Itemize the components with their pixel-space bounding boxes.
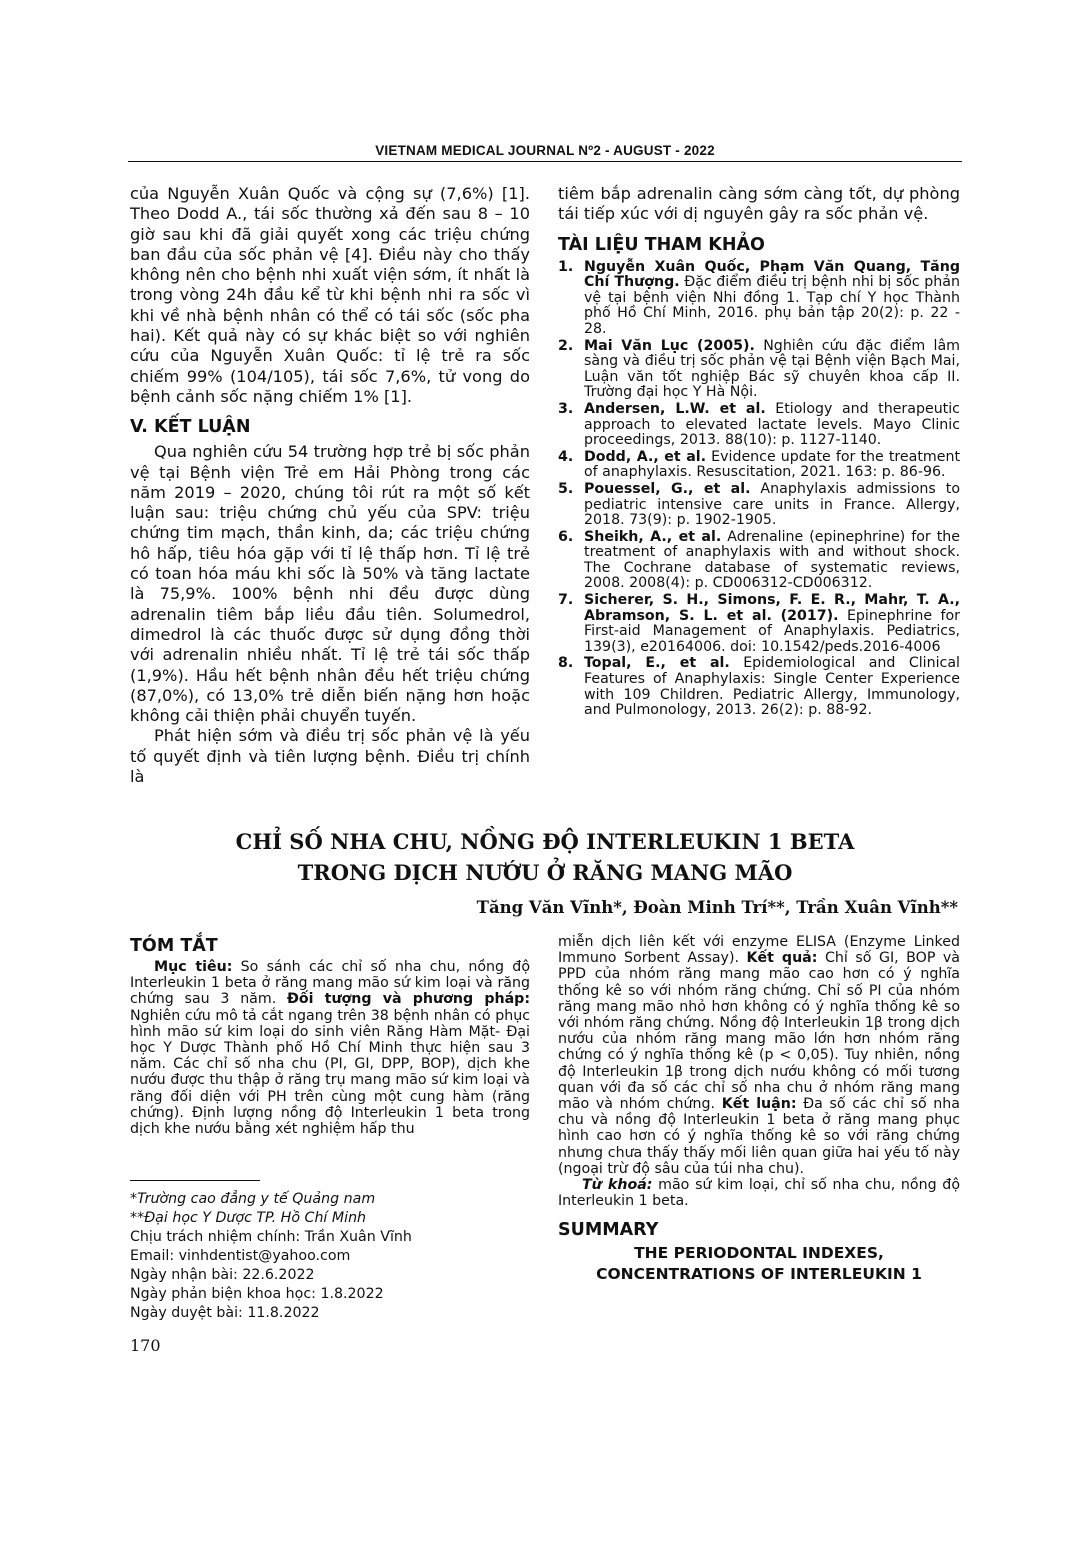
reference-text: Anaphylaxis admissions to pediatric intensive care units in France. Allergy, 2018. 73(9): p. 1902-1905. [584, 480, 960, 529]
affiliation-1: *Trường cao đẳng y tế Quảng nam [130, 1191, 376, 1207]
abstract-continuation [558, 934, 960, 1177]
article-title [130, 826, 960, 888]
summary-title-line-1: THE PERIODONTAL INDEXES, [634, 1244, 884, 1263]
left-column-bottom [130, 934, 530, 1137]
footnote-rule [130, 1180, 260, 1181]
right-column-top [558, 184, 960, 720]
reference-authors: Sicherer, S. H., Simons, F. E. R., Mahr, T. A., Abramson, S. L. et al. (2017). [584, 592, 960, 624]
date-accepted: Ngày duyệt bài: 11.8.2022 [130, 1305, 320, 1321]
reference-text: Evidence update for the treatment of anaphylaxis. Resuscitation, 2021. 163: p. 86-96. [584, 448, 961, 481]
results-label: Kết quả: [746, 950, 818, 967]
article-authors: Tăng Văn Vĩnh*, Đoàn Minh Trí**, Trần Xuân Vĩnh** [476, 898, 958, 917]
corresponding-author: Chịu trách nhiệm chính: Trần Xuân Vĩnh [130, 1229, 412, 1245]
reference-number: 7. [558, 592, 574, 609]
objective-text: So sánh các chỉ số nha chu, nồng độ Interleukin 1 beta ở răng mang mão sứ kim loại và răng chứng sau 3 năm. [130, 959, 530, 1008]
discussion-paragraph: của Nguyễn Xuân Quốc và cộng sự (7,6%) [1]. Theo Dodd A., tái sốc thường xả đến sau 8 – 10 giờ sau khi đã giải quyết xong các triệu chứng ban đầu của sốc phản vệ [4]. Điều này cho thấy không nên cho bệnh nhi xuất viện sớm, ít nhất là trong vòng 24h đầu kể từ khi bệnh nhi ra sốc vì khi về nhà bệnh nhân có thể có tái sốc (sốc pha hai). Kết quả này có sự khác biệt so với nghiên cứu của Nguyễn Xuân Quốc: tỉ lệ trẻ ra sốc chiếm 99% (104/105), tái sốc 7,6%, tử vong do bệnh cảnh sốc nặng chiếm 1% [1]. [130, 184, 530, 406]
right-column-bottom [558, 934, 960, 1285]
reference-item [558, 450, 960, 481]
date-received: Ngày nhận bài: 22.6.2022 [130, 1267, 315, 1283]
reference-text: Nghiên cứu đặc điểm lâm sàng và điều trị sốc phản vệ tại Bệnh viện Bạch Mai, Luận văn tốt nghiệp Bác sỹ chuyên khoa cấp II. Trường đại học Y Hà Nội. [584, 337, 960, 401]
reference-number: 5. [558, 480, 574, 497]
footnotes [130, 1190, 530, 1323]
results-text: Chỉ số GI, BOP và PPD của nhóm răng mang mão cao hơn có ý nghĩa thống kê so với nhóm răng chứng. Chỉ số PI của nhóm răng mang mão nhỏ hơn không có ý nghĩa thống kê so với nhóm răng chứng. Nồng độ Interleukin 1β trong dịch nướu của nhóm răng mang mão lớn hơn nhóm răng chứng có ý nghĩa thống kê (p < 0,05). Tuy nhiên, nồng độ Interleukin 1β trong dịch nướu không có mối tương quan với đa số các chỉ số nha chu ở nhóm răng mang mão và nhóm chứng. [558, 950, 961, 1113]
reference-item [558, 482, 960, 529]
reference-item [558, 402, 960, 449]
reference-number: 6. [558, 528, 574, 545]
abstract-conclusion-text: Đa số các chỉ số nha chu và nồng độ Interleukin 1 beta ở răng mang phục hình cao hơn có ý nghĩa thống kê so với răng chứng nhưng chưa thấy thấy mối liên quan giữa hai yếu tố này (ngoại trừ độ sâu của túi nha chu). [558, 1096, 960, 1177]
reference-authors: Dodd, A., et al. [584, 448, 707, 465]
conclusion-paragraph-1: Qua nghiên cứu 54 trường hợp trẻ bị sốc phản vệ tại Bệnh viện Trẻ em Hải Phòng trong các năm 2019 – 2020, chúng tôi rút ra một số kết luận sau: triệu chứng chủ yếu của SPV: triệu chứng tim mạch, thần kinh, da; các triệu chứng hô hấp, tiêu hóa gặp với tỉ lệ thấp hơn. Tỉ lệ trẻ có toan hóa máu khi sốc là 50% và tăng lactate là 75,9%. 100% bệnh nhi đều được dùng adrenalin tiêm bắp liều đầu tiên. Solumedrol, dimedrol là các thuốc được sử dụng đồng thời với adrenalin nhiều nhất. Tỉ lệ trẻ tái sốc thấp (1,9%). Hầu hết bệnh nhân đều hết triệu chứng (87,0%), có 13,0% trẻ diễn biến nặng hơn hoặc không cải thiện phải chuyển tuyến. [130, 442, 530, 726]
reference-number: 2. [558, 337, 574, 354]
summary-heading: SUMMARY [558, 1220, 659, 1241]
affiliation-2: **Đại học Y Dược TP. Hồ Chí Minh [130, 1210, 367, 1226]
reference-number: 1. [558, 258, 574, 275]
reference-number: 3. [558, 400, 574, 417]
page-number: 170 [130, 1336, 161, 1355]
conclusion-paragraph-2: Phát hiện sớm và điều trị sốc phản vệ là yếu tố quyết định và tiên lượng bệnh. Điều trị chính là [130, 726, 530, 787]
reference-list [558, 260, 960, 719]
reference-text: Adrenaline (epinephrine) for the treatment of anaphylaxis with and without shock. The Cochrane database of systematic reviews, 2008. 2008(4): p. CD006312-CD006312. [584, 528, 960, 592]
reference-item [558, 339, 960, 401]
references-heading: TÀI LIỆU THAM KHẢO [558, 234, 765, 255]
header-rule [128, 161, 962, 162]
reference-item [558, 593, 960, 655]
left-column-top [130, 184, 530, 787]
reference-item [558, 530, 960, 592]
reference-text: Đặc điểm điều trị bệnh nhi bị sốc phản vệ tại bệnh viện Nhi đồng 1. Tạp chí Y học Thành phố Hồ Chí Minh, 2016. phụ bản tập 20(2): p. 22 - 28. [584, 274, 960, 337]
methods-text-continued: miễn dịch liên kết với enzyme ELISA (Enzyme Linked Immuno Sorbent Assay). [558, 934, 960, 967]
objective-label: Mục tiêu: [154, 959, 233, 975]
article-title-line-2: TRONG DỊCH NƯỚU Ở RĂNG MANG MÃO [297, 860, 793, 885]
abstract-heading: TÓM TẮT [130, 936, 218, 956]
abstract-paragraph [130, 959, 530, 1137]
keywords-label: Từ khoá: [582, 1177, 653, 1194]
methods-label: Đối tượng và phương pháp: [286, 991, 530, 1008]
reference-authors: Topal, E., et al. [584, 655, 730, 672]
reference-text: Epinephrine for First-aid Management of Anaphylaxis. Pediatrics, 139(3), e20164006. doi: 10.1542/peds.2016-4006 [584, 607, 961, 655]
reference-item [558, 260, 960, 338]
date-reviewed: Ngày phản biện khoa học: 1.8.2022 [130, 1286, 384, 1302]
keywords-text: mão sứ kim loại, chỉ số nha chu, nồng độ Interleukin 1 beta. [558, 1177, 960, 1210]
author-email: Email: vinhdentist@yahoo.com [130, 1248, 351, 1264]
reference-authors: Andersen, L.W. et al. [584, 400, 766, 417]
reference-number: 4. [558, 448, 574, 465]
reference-authors: Pouessel, G., et al. [584, 480, 751, 497]
reference-authors: Nguyễn Xuân Quốc, Phạm Văn Quang, Tăng Chí Thượng. [584, 258, 960, 291]
journal-header: VIETNAM MEDICAL JOURNAL Nº2 - AUGUST - 2022 [375, 143, 715, 158]
keywords [558, 1177, 960, 1209]
reference-text: Etiology and therapeutic approach to elevated lactate levels. Mayo Clinic proceedings, 2013. 88(10): p. 1127-1140. [584, 400, 960, 449]
reference-authors: Sheikh, A., et al. [584, 528, 722, 545]
conclusion-heading: V. KẾT LUẬN [130, 417, 251, 438]
reference-authors: Mai Văn Lục (2005). [584, 337, 755, 354]
methods-text: Nghiên cứu mô tả cắt ngang trên 38 bệnh nhân có phục hình mão sứ kim loại do sinh viên Răng Hàm Mặt- Đại học Y Dược Thành phố Hồ Chí Minh thực hiện sau 3 năm. Các chỉ số nha chu (PI, GI, DPP, BOP), dịch khe nướu được thu thập ở răng trụ mang mão sứ kim loại và răng đối diện với PH trên cùng một cung hàm (răng chứng). Định lượng nồng độ Interleukin 1 beta trong dịch khe nướu bằng xét nghiệm hấp thu [130, 1007, 530, 1138]
article-title-line-1: CHỈ SỐ NHA CHU, NỒNG ĐỘ INTERLEUKIN 1 BETA [235, 829, 855, 854]
reference-item [558, 656, 960, 718]
abstract-conclusion-label: Kết luận: [721, 1096, 797, 1113]
reference-number: 8. [558, 655, 574, 672]
summary-title-line-2: CONCENTRATIONS OF INTERLEUKIN 1 [596, 1265, 922, 1284]
conclusion-continuation: tiêm bắp adrenalin càng sớm càng tốt, dự phòng tái tiếp xúc với dị nguyên gây ra sốc phản vệ. [558, 184, 960, 224]
reference-text: Epidemiological and Clinical Features of Anaphylaxis: Single Center Experience with 109 Children. Pediatric Allergy, Immunology, and Pulmonology, 2013. 26(2): p. 88-92. [584, 655, 960, 719]
